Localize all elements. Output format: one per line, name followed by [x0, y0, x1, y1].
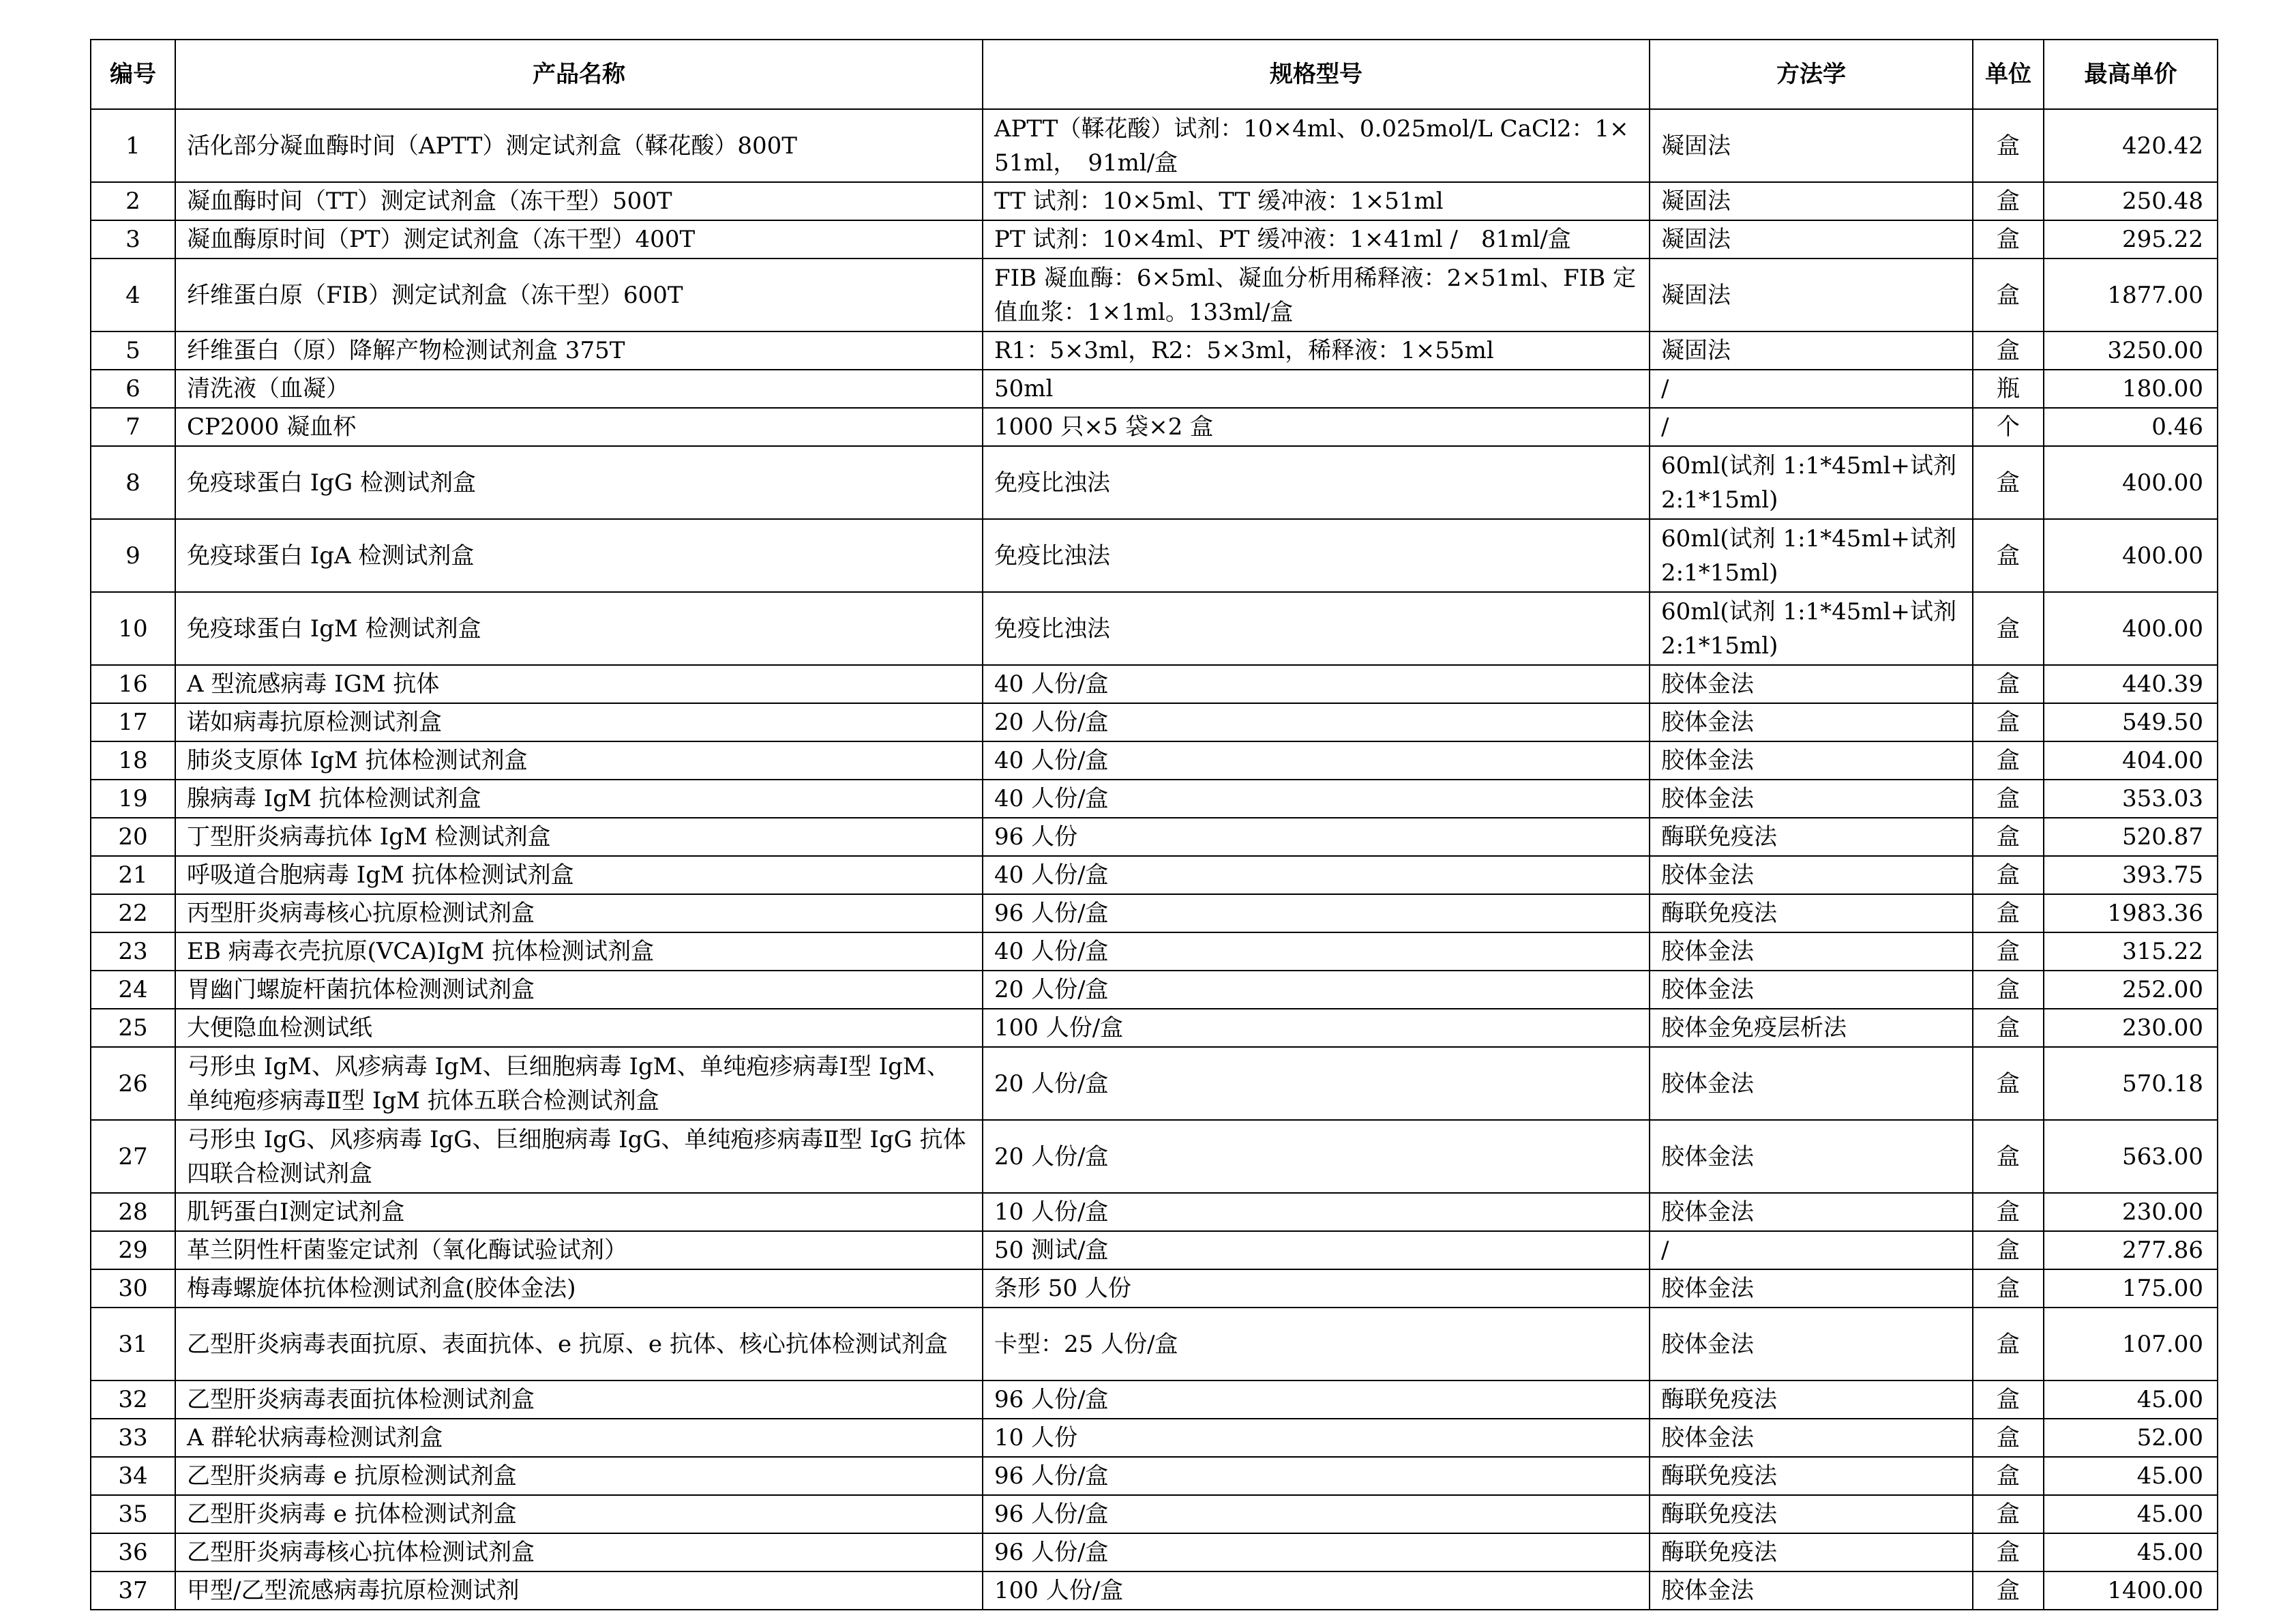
cell-method: 凝固法 — [1650, 109, 1973, 182]
cell-unit: 盒 — [1973, 665, 2044, 703]
cell-no: 3 — [91, 220, 175, 259]
table-row — [91, 519, 2218, 592]
cell-product-name: 丙型肝炎病毒核心抗原检测试剂盒 — [175, 894, 983, 932]
table-row — [91, 856, 2218, 894]
cell-unit: 盒 — [1973, 1193, 2044, 1231]
cell-method: 胶体金法 — [1650, 741, 1973, 780]
cell-method: 胶体金法 — [1650, 856, 1973, 894]
table-row — [91, 665, 2218, 703]
cell-method: 凝固法 — [1650, 220, 1973, 259]
cell-product-name: 免疫球蛋白 IgG 检测试剂盒 — [175, 446, 983, 519]
cell-product-name: 凝血酶原时间（PT）测定试剂盒（冻干型）400T — [175, 220, 983, 259]
cell-no: 34 — [91, 1457, 175, 1495]
cell-product-name: 弓形虫 IgG、风疹病毒 IgG、巨细胞病毒 IgG、单纯疱疹病毒Ⅱ型 IgG 抗体四联合检测试剂盒 — [175, 1120, 983, 1193]
cell-no: 24 — [91, 971, 175, 1009]
cell-method: 酶联免疫法 — [1650, 1457, 1973, 1495]
cell-spec: FIB 凝血酶：6×5ml、凝血分析用稀释液：2×51ml、FIB 定值血浆：1×1ml。133ml/盒 — [983, 259, 1650, 331]
cell-spec: 96 人份 — [983, 818, 1650, 856]
cell-method: 凝固法 — [1650, 182, 1973, 220]
cell-spec: 20 人份/盒 — [983, 1120, 1650, 1193]
table-row — [91, 370, 2218, 408]
table-row — [91, 109, 2218, 182]
cell-price: 45.00 — [2044, 1533, 2218, 1571]
cell-price: 393.75 — [2044, 856, 2218, 894]
cell-spec: 条形 50 人份 — [983, 1269, 1650, 1308]
cell-no: 18 — [91, 741, 175, 780]
cell-price: 400.00 — [2044, 519, 2218, 592]
cell-product-name: 乙型肝炎病毒表面抗原、表面抗体、e 抗原、e 抗体、核心抗体检测试剂盒 — [175, 1308, 983, 1381]
header-price: 最高单价 — [2044, 40, 2218, 109]
cell-unit: 盒 — [1973, 446, 2044, 519]
table-row — [91, 703, 2218, 741]
cell-no: 9 — [91, 519, 175, 592]
cell-product-name: 弓形虫 IgM、风疹病毒 IgM、巨细胞病毒 IgM、单纯疱疹病毒Ⅰ型 IgM、单纯疱疹病毒Ⅱ型 IgM 抗体五联合检测试剂盒 — [175, 1047, 983, 1120]
cell-price: 175.00 — [2044, 1269, 2218, 1308]
cell-no: 21 — [91, 856, 175, 894]
cell-method: 胶体金法 — [1650, 971, 1973, 1009]
cell-price: 252.00 — [2044, 971, 2218, 1009]
cell-method: 胶体金法 — [1650, 703, 1973, 741]
cell-no: 16 — [91, 665, 175, 703]
cell-product-name: 纤维蛋白原（FIB）测定试剂盒（冻干型）600T — [175, 259, 983, 331]
cell-unit: 盒 — [1973, 971, 2044, 1009]
cell-unit: 盒 — [1973, 1009, 2044, 1047]
cell-spec: 100 人份/盒 — [983, 1571, 1650, 1610]
table-row — [91, 971, 2218, 1009]
cell-no: 4 — [91, 259, 175, 331]
header-method: 方法学 — [1650, 40, 1973, 109]
cell-spec: 96 人份/盒 — [983, 1457, 1650, 1495]
cell-price: 45.00 — [2044, 1495, 2218, 1533]
cell-unit: 个 — [1973, 408, 2044, 446]
cell-spec: 96 人份/盒 — [983, 1495, 1650, 1533]
cell-product-name: 胃幽门螺旋杆菌抗体检测测试剂盒 — [175, 971, 983, 1009]
cell-price: 353.03 — [2044, 780, 2218, 818]
cell-no: 25 — [91, 1009, 175, 1047]
cell-price: 440.39 — [2044, 665, 2218, 703]
cell-spec: 免疫比浊法 — [983, 446, 1650, 519]
table-row — [91, 408, 2218, 446]
cell-method: 胶体金法 — [1650, 932, 1973, 971]
cell-price: 52.00 — [2044, 1419, 2218, 1457]
cell-no: 17 — [91, 703, 175, 741]
cell-product-name: 免疫球蛋白 IgM 检测试剂盒 — [175, 592, 983, 665]
cell-no: 29 — [91, 1231, 175, 1269]
cell-no: 8 — [91, 446, 175, 519]
cell-product-name: 凝血酶时间（TT）测定试剂盒（冻干型）500T — [175, 182, 983, 220]
cell-price: 3250.00 — [2044, 331, 2218, 370]
cell-unit: 盒 — [1973, 741, 2044, 780]
cell-method: 酶联免疫法 — [1650, 1381, 1973, 1419]
table-row — [91, 1495, 2218, 1533]
cell-product-name: 革兰阴性杆菌鉴定试剂（氧化酶试验试剂） — [175, 1231, 983, 1269]
cell-unit: 盒 — [1973, 1457, 2044, 1495]
header-name: 产品名称 — [175, 40, 983, 109]
cell-method: 酶联免疫法 — [1650, 1533, 1973, 1571]
cell-no: 6 — [91, 370, 175, 408]
cell-method: 胶体金法 — [1650, 1120, 1973, 1193]
table-row — [91, 741, 2218, 780]
cell-price: 250.48 — [2044, 182, 2218, 220]
cell-no: 2 — [91, 182, 175, 220]
cell-spec: 96 人份/盒 — [983, 894, 1650, 932]
cell-unit: 盒 — [1973, 592, 2044, 665]
cell-price: 400.00 — [2044, 446, 2218, 519]
table-row — [91, 1269, 2218, 1308]
cell-unit: 盒 — [1973, 331, 2044, 370]
cell-price: 570.18 — [2044, 1047, 2218, 1120]
table-row — [91, 1193, 2218, 1231]
cell-price: 45.00 — [2044, 1381, 2218, 1419]
table-row — [91, 446, 2218, 519]
cell-spec: 20 人份/盒 — [983, 971, 1650, 1009]
cell-method: 胶体金法 — [1650, 1269, 1973, 1308]
cell-product-name: 乙型肝炎病毒表面抗体检测试剂盒 — [175, 1381, 983, 1419]
cell-no: 5 — [91, 331, 175, 370]
header-unit: 单位 — [1973, 40, 2044, 109]
cell-no: 36 — [91, 1533, 175, 1571]
cell-spec: 1000 只×5 袋×2 盒 — [983, 408, 1650, 446]
cell-method: 凝固法 — [1650, 259, 1973, 331]
table-row — [91, 1571, 2218, 1610]
cell-no: 28 — [91, 1193, 175, 1231]
cell-method: / — [1650, 408, 1973, 446]
cell-product-name: 腺病毒 IgM 抗体检测试剂盒 — [175, 780, 983, 818]
cell-unit: 瓶 — [1973, 370, 2044, 408]
table-row — [91, 259, 2218, 331]
cell-unit: 盒 — [1973, 1533, 2044, 1571]
table-row — [91, 1419, 2218, 1457]
cell-unit: 盒 — [1973, 1495, 2044, 1533]
table-row — [91, 1047, 2218, 1120]
cell-product-name: 活化部分凝血酶时间（APTT）测定试剂盒（鞣花酸）800T — [175, 109, 983, 182]
cell-spec: 40 人份/盒 — [983, 780, 1650, 818]
cell-product-name: 清洗液（血凝） — [175, 370, 983, 408]
table-row — [91, 780, 2218, 818]
cell-spec: 100 人份/盒 — [983, 1009, 1650, 1047]
cell-method: 酶联免疫法 — [1650, 1495, 1973, 1533]
cell-price: 1983.36 — [2044, 894, 2218, 932]
cell-method: 酶联免疫法 — [1650, 894, 1973, 932]
cell-method: 胶体金免疫层析法 — [1650, 1009, 1973, 1047]
cell-no: 10 — [91, 592, 175, 665]
cell-product-name: 大便隐血检测试纸 — [175, 1009, 983, 1047]
cell-product-name: 诺如病毒抗原检测试剂盒 — [175, 703, 983, 741]
cell-spec: 40 人份/盒 — [983, 932, 1650, 971]
cell-product-name: 梅毒螺旋体抗体检测试剂盒(胶体金法) — [175, 1269, 983, 1308]
table-row — [91, 1381, 2218, 1419]
cell-spec: 10 人份 — [983, 1419, 1650, 1457]
cell-unit: 盒 — [1973, 1120, 2044, 1193]
cell-product-name: CP2000 凝血杯 — [175, 408, 983, 446]
cell-method: 胶体金法 — [1650, 665, 1973, 703]
cell-product-name: 呼吸道合胞病毒 IgM 抗体检测试剂盒 — [175, 856, 983, 894]
cell-no: 22 — [91, 894, 175, 932]
cell-method: 胶体金法 — [1650, 1571, 1973, 1610]
table-body — [91, 109, 2218, 1610]
cell-product-name: A 型流感病毒 IGM 抗体 — [175, 665, 983, 703]
table-row — [91, 1457, 2218, 1495]
cell-product-name: 肌钙蛋白Ⅰ测定试剂盒 — [175, 1193, 983, 1231]
cell-price: 277.86 — [2044, 1231, 2218, 1269]
cell-unit: 盒 — [1973, 220, 2044, 259]
cell-product-name: 丁型肝炎病毒抗体 IgM 检测试剂盒 — [175, 818, 983, 856]
cell-method: 60ml(试剂 1:1*45ml+试剂 2:1*15ml) — [1650, 446, 1973, 519]
cell-product-name: A 群轮状病毒检测试剂盒 — [175, 1419, 983, 1457]
cell-price: 230.00 — [2044, 1193, 2218, 1231]
cell-product-name: 乙型肝炎病毒 e 抗原检测试剂盒 — [175, 1457, 983, 1495]
cell-method: 胶体金法 — [1650, 1047, 1973, 1120]
cell-unit: 盒 — [1973, 780, 2044, 818]
cell-spec: 96 人份/盒 — [983, 1381, 1650, 1419]
cell-product-name: 免疫球蛋白 IgA 检测试剂盒 — [175, 519, 983, 592]
cell-price: 420.42 — [2044, 109, 2218, 182]
price-table — [90, 39, 2218, 1610]
cell-unit: 盒 — [1973, 1231, 2044, 1269]
cell-product-name: 肺炎支原体 IgM 抗体检测试剂盒 — [175, 741, 983, 780]
cell-unit: 盒 — [1973, 1269, 2044, 1308]
cell-method: 胶体金法 — [1650, 1193, 1973, 1231]
cell-no: 19 — [91, 780, 175, 818]
table-header-row — [91, 40, 2218, 109]
cell-price: 400.00 — [2044, 592, 2218, 665]
cell-price: 1400.00 — [2044, 1571, 2218, 1610]
cell-unit: 盒 — [1973, 932, 2044, 971]
cell-method: 胶体金法 — [1650, 1419, 1973, 1457]
header-spec: 规格型号 — [983, 40, 1650, 109]
table-row — [91, 1120, 2218, 1193]
cell-spec: R1：5×3ml，R2：5×3ml，稀释液：1×55ml — [983, 331, 1650, 370]
table-row — [91, 331, 2218, 370]
cell-unit: 盒 — [1973, 1047, 2044, 1120]
cell-price: 230.00 — [2044, 1009, 2218, 1047]
table-row — [91, 818, 2218, 856]
cell-spec: 20 人份/盒 — [983, 703, 1650, 741]
table-row — [91, 1009, 2218, 1047]
cell-price: 563.00 — [2044, 1120, 2218, 1193]
cell-unit: 盒 — [1973, 894, 2044, 932]
cell-price: 180.00 — [2044, 370, 2218, 408]
cell-no: 27 — [91, 1120, 175, 1193]
cell-unit: 盒 — [1973, 519, 2044, 592]
cell-no: 20 — [91, 818, 175, 856]
cell-spec: APTT（鞣花酸）试剂：10×4ml、0.025mol/L CaCl2：1×51ml， 91ml/盒 — [983, 109, 1650, 182]
cell-spec: 50 测试/盒 — [983, 1231, 1650, 1269]
cell-method: / — [1650, 1231, 1973, 1269]
cell-spec: 20 人份/盒 — [983, 1047, 1650, 1120]
table-row — [91, 932, 2218, 971]
cell-product-name: 乙型肝炎病毒核心抗体检测试剂盒 — [175, 1533, 983, 1571]
cell-method: 胶体金法 — [1650, 1308, 1973, 1381]
cell-spec: 10 人份/盒 — [983, 1193, 1650, 1231]
header-no: 编号 — [91, 40, 175, 109]
table-row — [91, 1533, 2218, 1571]
cell-no: 23 — [91, 932, 175, 971]
cell-price: 107.00 — [2044, 1308, 2218, 1381]
cell-product-name: 甲型/乙型流感病毒抗原检测试剂 — [175, 1571, 983, 1610]
cell-spec: 免疫比浊法 — [983, 592, 1650, 665]
cell-unit: 盒 — [1973, 1308, 2044, 1381]
cell-price: 520.87 — [2044, 818, 2218, 856]
cell-unit: 盒 — [1973, 109, 2044, 182]
cell-price: 295.22 — [2044, 220, 2218, 259]
cell-method: 胶体金法 — [1650, 780, 1973, 818]
cell-spec: 50ml — [983, 370, 1650, 408]
cell-unit: 盒 — [1973, 856, 2044, 894]
table-row — [91, 1308, 2218, 1381]
cell-unit: 盒 — [1973, 818, 2044, 856]
cell-no: 33 — [91, 1419, 175, 1457]
table-row — [91, 182, 2218, 220]
cell-product-name: 纤维蛋白（原）降解产物检测试剂盒 375T — [175, 331, 983, 370]
cell-method: 酶联免疫法 — [1650, 818, 1973, 856]
cell-no: 37 — [91, 1571, 175, 1610]
cell-no: 35 — [91, 1495, 175, 1533]
table-row — [91, 894, 2218, 932]
cell-method: / — [1650, 370, 1973, 408]
cell-method: 60ml(试剂 1:1*45ml+试剂 2:1*15ml) — [1650, 519, 1973, 592]
cell-spec: 免疫比浊法 — [983, 519, 1650, 592]
cell-spec: 40 人份/盒 — [983, 741, 1650, 780]
cell-no: 1 — [91, 109, 175, 182]
cell-product-name: 乙型肝炎病毒 e 抗体检测试剂盒 — [175, 1495, 983, 1533]
cell-unit: 盒 — [1973, 1419, 2044, 1457]
cell-unit: 盒 — [1973, 703, 2044, 741]
table-row — [91, 1231, 2218, 1269]
cell-price: 45.00 — [2044, 1457, 2218, 1495]
cell-price: 1877.00 — [2044, 259, 2218, 331]
table-row — [91, 592, 2218, 665]
cell-spec: PT 试剂：10×4ml、PT 缓冲液：1×41ml / 81ml/盒 — [983, 220, 1650, 259]
cell-spec: 96 人份/盒 — [983, 1533, 1650, 1571]
cell-price: 404.00 — [2044, 741, 2218, 780]
cell-method: 60ml(试剂 1:1*45ml+试剂 2:1*15ml) — [1650, 592, 1973, 665]
document-page — [90, 39, 2217, 1610]
cell-unit: 盒 — [1973, 259, 2044, 331]
cell-unit: 盒 — [1973, 182, 2044, 220]
cell-no: 7 — [91, 408, 175, 446]
cell-no: 26 — [91, 1047, 175, 1120]
cell-spec: 40 人份/盒 — [983, 856, 1650, 894]
cell-no: 32 — [91, 1381, 175, 1419]
cell-method: 凝固法 — [1650, 331, 1973, 370]
cell-no: 31 — [91, 1308, 175, 1381]
cell-spec: 40 人份/盒 — [983, 665, 1650, 703]
cell-spec: 卡型：25 人份/盒 — [983, 1308, 1650, 1381]
cell-price: 315.22 — [2044, 932, 2218, 971]
cell-no: 30 — [91, 1269, 175, 1308]
cell-price: 549.50 — [2044, 703, 2218, 741]
cell-product-name: EB 病毒衣壳抗原(VCA)IgM 抗体检测试剂盒 — [175, 932, 983, 971]
table-row — [91, 220, 2218, 259]
cell-unit: 盒 — [1973, 1571, 2044, 1610]
cell-spec: TT 试剂：10×5ml、TT 缓冲液：1×51ml — [983, 182, 1650, 220]
cell-unit: 盒 — [1973, 1381, 2044, 1419]
cell-price: 0.46 — [2044, 408, 2218, 446]
